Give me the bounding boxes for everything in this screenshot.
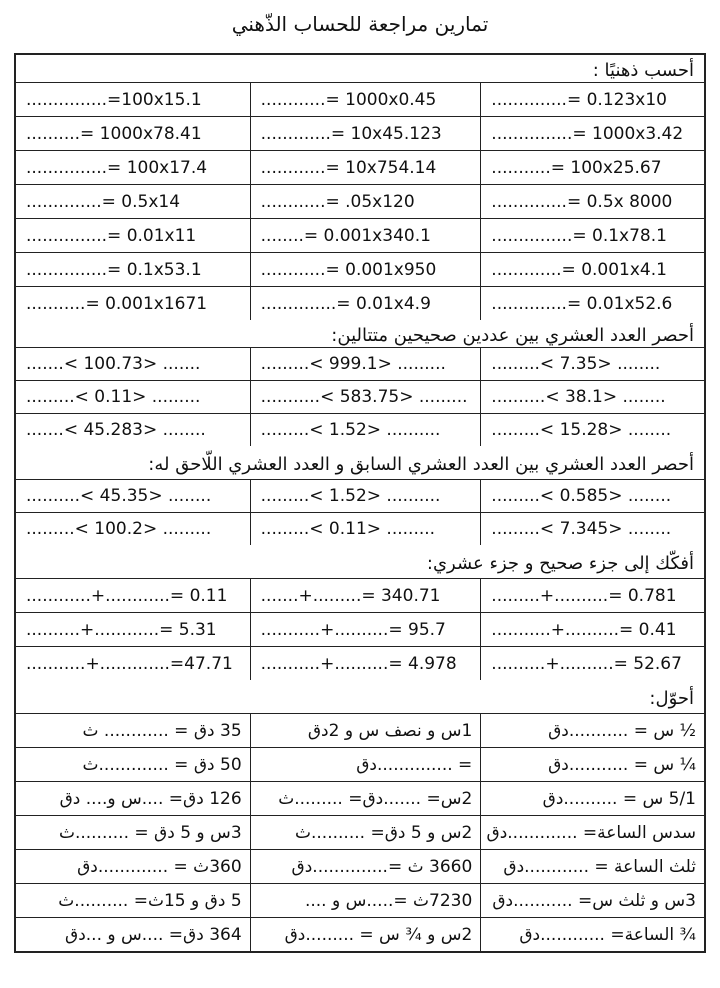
exercise-cell: ............+............= 0.11 [26, 585, 228, 606]
exercise-cell: ...........+.............=47.71 [26, 653, 233, 674]
exercise-cell: ...............= 0.1x78.1 [480, 219, 704, 252]
exercise-cell: 2س و 5 دق= ..........ث [250, 816, 481, 849]
section-convert-time [16, 680, 704, 951]
exercise-table [14, 53, 706, 953]
exercise-cell: .........< 1.52> .......... [250, 414, 481, 446]
table-row [16, 748, 704, 782]
exercise-cell: ............= 1000x0.45 [250, 83, 481, 116]
page-title: تمارين مراجعة للحساب الذّهني [231, 12, 489, 36]
table-row [16, 782, 704, 816]
exercise-cell: 3660 ث =..............دق [250, 850, 481, 883]
section-bound-integers [16, 320, 704, 446]
exercise-cell: ..............= 0.01x4.9 [250, 287, 481, 320]
exercise-cell: 5/1 س = ..........دق [480, 782, 704, 815]
exercise-cell: ¾ الساعة= ............دق [480, 918, 704, 951]
exercise-cell: .........< 7.35> ........ [480, 348, 704, 380]
exercise-cell: ...........= 100x25.67 [480, 151, 704, 184]
table-row [16, 613, 704, 647]
exercise-cell: .......< 45.283> ........ [26, 420, 206, 440]
exercise-cell: .........< 7.345> ........ [480, 513, 704, 545]
exercise-cell: ¼ س = ...........دق [480, 748, 704, 781]
table-row [16, 850, 704, 884]
table-row [16, 253, 704, 287]
exercise-cell: .........< 1.52> .......... [250, 480, 481, 512]
exercise-cell: 1س و نصف س و 2دق [250, 714, 481, 747]
exercise-cell: .........< 999.1> ......... [250, 348, 481, 380]
exercise-cell: ...............= 0.01x11 [26, 225, 197, 246]
exercise-cell: ..........= 1000x78.41 [26, 123, 202, 144]
exercise-cell: ...........+..........= 0.41 [480, 613, 704, 646]
exercise-cell: .........+..........= 0.781 [480, 579, 704, 612]
section-bound-decimals [16, 446, 704, 545]
table-row [16, 117, 704, 151]
section-decompose [16, 545, 704, 680]
table-row [16, 918, 704, 951]
exercise-cell: .........< 0.11> ......... [26, 387, 201, 407]
exercise-cell: ........= 0.001x340.1 [250, 219, 481, 252]
exercise-cell: ...............=100x15.1 [26, 89, 202, 110]
exercise-cell: 2س= .......دق= .........ث [250, 782, 481, 815]
exercise-cell: ...............= 100x17.4 [26, 157, 208, 178]
table-row [16, 381, 704, 414]
table-row [16, 816, 704, 850]
table-row [16, 348, 704, 381]
exercise-cell: 50 دق = .............ث [82, 754, 242, 775]
section-heading: أحوّل: [16, 680, 704, 714]
exercise-cell: = ..............دق [250, 748, 481, 781]
table-row [16, 647, 704, 680]
exercise-cell: .............= 10x45.123 [250, 117, 481, 150]
section-heading: أفكّك إلى جزء صحيح و جزء عشري: [16, 545, 704, 579]
section-heading: أحصر العدد العشري بين عددين صحيحين متتالين: [16, 320, 704, 348]
table-row [16, 513, 704, 545]
exercise-cell: ..........< 38.1> ........ [480, 381, 704, 413]
exercise-cell: 360ث = .............دق [77, 856, 242, 877]
exercise-cell: ..............= 0.5x14 [26, 191, 181, 212]
exercise-cell: 7230ث =.....س و .... [250, 884, 481, 917]
exercise-cell: ...........+..........= 4.978 [250, 647, 481, 680]
section-heading: أحصر العدد العشري بين العدد العشري السابق و العدد العشري اللّاحق له: [16, 446, 704, 480]
exercise-cell: ............= 10x754.14 [250, 151, 481, 184]
exercise-cell: ..............= 0.5x 8000 [480, 185, 704, 218]
exercise-cell: 126 دق= ....س و.... دق [59, 788, 242, 809]
exercise-cell: ............= .05x120 [250, 185, 481, 218]
table-row [16, 579, 704, 613]
exercise-cell: .......< 100.73> ....... [26, 354, 201, 374]
table-row [16, 714, 704, 748]
table-row [16, 480, 704, 513]
exercise-cell: ..........+............= 5.31 [26, 619, 217, 640]
exercise-cell: ...............= 0.1x53.1 [26, 259, 202, 280]
exercise-cell: ...........< 583.75> ......... [250, 381, 481, 413]
exercise-cell: 35 دق = ............ ث [82, 720, 242, 741]
exercise-cell: 364 دق= ....س و ...دق [65, 924, 242, 945]
exercise-cell: ...........= 0.001x1671 [26, 293, 208, 314]
exercise-cell: ..............= 0.01x52.6 [480, 287, 704, 320]
exercise-cell: ..........+..........= 52.67 [480, 647, 704, 680]
exercise-cell: .........< 15.28> ........ [480, 414, 704, 446]
table-row [16, 83, 704, 117]
section-heading: أحسب ذهنيًا : [16, 55, 704, 83]
exercise-cell: ...............= 1000x3.42 [480, 117, 704, 150]
exercise-cell: ..............= 0.123x10 [480, 83, 704, 116]
exercise-cell: ..........< 45.35> ........ [26, 486, 212, 506]
table-row [16, 151, 704, 185]
exercise-cell: .......+.........= 340.71 [250, 579, 481, 612]
exercise-cell: .........< 100.2> ......... [26, 519, 212, 539]
table-row [16, 287, 704, 320]
exercise-cell: 3س و ثلث س= ...........دق [480, 884, 704, 917]
section-mental-calc [16, 55, 704, 320]
table-row [16, 185, 704, 219]
exercise-cell: 3س و 5 دق = ..........ث [58, 822, 242, 843]
exercise-cell: 2س و ¾ س = .........دق [250, 918, 481, 951]
exercise-cell: ............= 0.001x950 [250, 253, 481, 286]
table-row [16, 414, 704, 446]
exercise-cell: ...........+..........= 95.7 [250, 613, 481, 646]
exercise-cell: سدس الساعة= .............دق [480, 816, 704, 849]
table-row [16, 219, 704, 253]
exercise-cell: 5 دق و 15ث= ..........ث [58, 890, 242, 911]
exercise-cell: ½ س = ...........دق [480, 714, 704, 747]
table-row [16, 884, 704, 918]
exercise-cell: .........< 0.11> ......... [250, 513, 481, 545]
exercise-cell: .........< 0.585> ........ [480, 480, 704, 512]
exercise-cell: ثلث الساعة = ............دق [480, 850, 704, 883]
exercise-cell: .............= 0.001x4.1 [480, 253, 704, 286]
